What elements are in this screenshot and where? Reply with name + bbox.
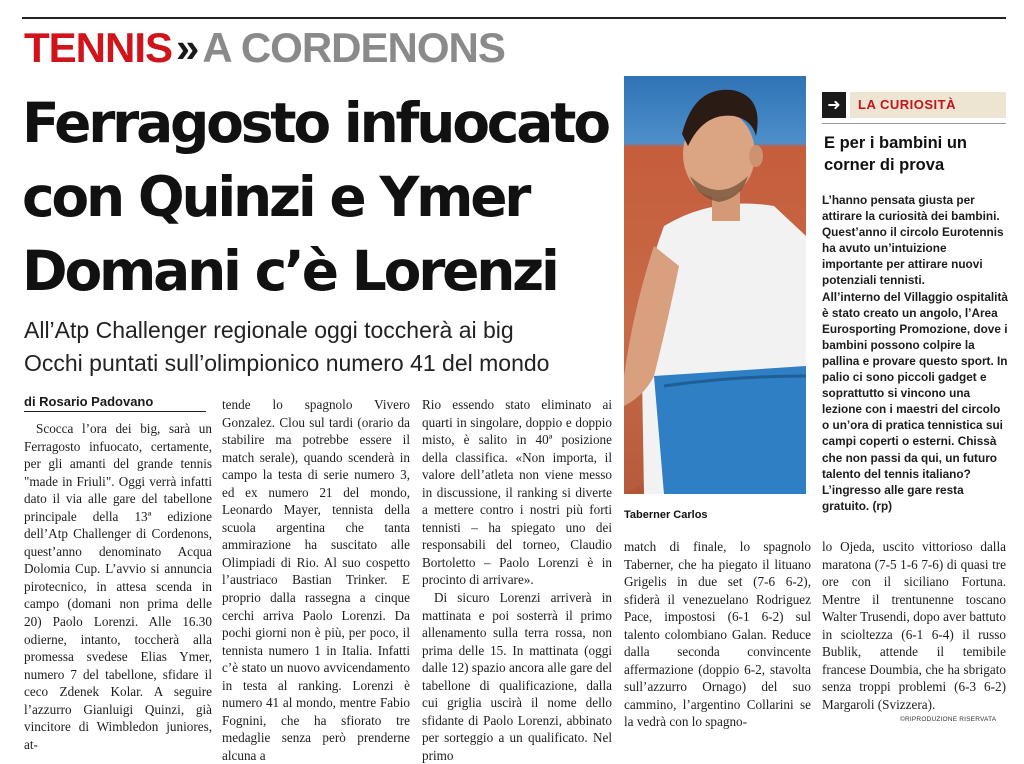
article-paragraph: Scocca l’ora dei big, sarà un Ferragosto infuocato, certamente, per gli amanti del grande tennis "made in Friuli". Oggi verrà infatti dato il via alle gare del tabellone principale della 13ª edizione dell’Atp Challenger di Cordenons, quest’anno denominato Acqua Dolomia Cup. L’avvio si annuncia pirotecnico, in attesa scenda in campo (domani non prima delle 20) Paolo Lorenzi. Alle 16.30 odierne, intanto, toccherà alla promessa svedese Elias Ymer, numero 7 del tabellone, sfidare il ceco Zdenek Kolar. A seguire l’azzurro Gianluigi Quinzi, già vincitore di Wimbledon juniores, at- (24, 421, 212, 752)
sidebar-paragraph: L’hanno pensata giusta per attirare la curiosità dei bambini. Quest’anno il circolo Eurotennis ha avuto un’intuizione importante per attirare nuovi potenziali tennisti. (822, 193, 1004, 288)
sidebar-title: E per i bambini un corner di prova (824, 134, 968, 174)
article-paragraph: match di finale, lo spagnolo Taberner, che ha piegato il lituano Grigelis in due set (7-6 6-2), sfiderà il venezuelano Rodriguez Pace, impostosi (6-1 6-2) sul talento colombiano Galan. Reduce dalla seconda convincente affermazione (doppio 6-2, stavolta sull’azzurro Ornago) del suo cammino, l’argentino Collarini se la vedrà con lo spagno- (624, 539, 811, 730)
headline-line: Domani c’è Lorenzi (22, 239, 557, 303)
article-column-1 (24, 420, 212, 753)
subhead-line: All’Atp Challenger regionale oggi toccherà ai big (24, 317, 514, 343)
player-photo (624, 76, 806, 494)
kicker-section: TENNIS (24, 24, 173, 71)
tennis-player-illustration (624, 76, 806, 494)
headline-line: con Quinzi e Ymer (22, 165, 529, 229)
photo-caption: Taberner Carlos (624, 509, 708, 521)
byline: di Rosario Padovano (24, 394, 206, 412)
section-kicker (24, 24, 505, 72)
sidebar-paragraph: All’interno del Villaggio ospitalità è stato creato un angolo, l’Area Eurosporting Promozione, dove i bambini possono colpire la pallina e provare questo sport. In palio ci sono piccoli gadget e soprattutto si vincono una lezione con i maestri del circolo o un’ora di pratica tennistica sui campi coperti o esterni. Chissà che non passi da qui, un futuro talento del tennis italiano? (822, 289, 1008, 481)
sidebar-label: LA CURIOSITÀ (850, 92, 1006, 118)
sidebar-body (822, 192, 1008, 514)
kicker-separator: » (176, 24, 199, 71)
article-column-5 (822, 538, 1006, 713)
headline-line: Ferragosto infuocato (22, 91, 608, 155)
article-column-3 (422, 396, 612, 764)
top-rule (22, 17, 1006, 19)
arrow-right-icon: ➜ (822, 92, 846, 118)
subheadline (24, 314, 624, 380)
article-column-2 (222, 396, 410, 764)
copyright-notice: ©RIPRODUZIONE RISERVATA (900, 716, 997, 723)
article-column-4 (624, 538, 811, 731)
kicker-topic: A CORDENONS (202, 24, 505, 71)
headline (22, 86, 622, 308)
article-paragraph: lo Ojeda, uscito vittorioso dalla maratona (7-5 1-6 7-6) di quasi tre ore con il siciliano Fortuna. Mentre il trentunenne toscano Walter Trusendi, dopo aver battuto in scioltezza (6-1 6-4) il russo Bublik, attende il temibile francese Doumbia, che ha sbrigato senza troppi problemi (6-3 6-2) Margaroli (Svizzera). (822, 539, 1006, 712)
article-paragraph: Rio essendo stato eliminato ai quarti in singolare, doppio e doppio misto, è salito in 40ª posizione della classifica. «Non importa, il valore dell’atleta non viene messo in discussione, il ranking si diverte a mettere contro i nostri più forti tennisti – ha spiegato uno dei responsabili del torneo, Claudio Bortoletto – Paolo Lorenzi è in procinto di arrivare». (422, 397, 612, 588)
sidebar-header (822, 92, 1006, 118)
subhead-line: Occhi puntati sull’olimpionico numero 41 del mondo (24, 350, 550, 376)
article-paragraph: Di sicuro Lorenzi arriverà in mattinata e poi sosterrà il primo allenamento sulla terra rossa, non prima delle 15. In mattinata (oggi dalle 12) spazio ancora alle gare del tabellone di qualificazione, dalla cui griglia uscirà il nome dello sfidante di Paolo Lorenzi, abbinato per sorteggio a un qualificato. Nel primo (422, 590, 612, 763)
sidebar-rule (822, 123, 1006, 124)
sidebar-paragraph: L’ingresso alle gare resta gratuito. (rp) (822, 482, 964, 513)
article-paragraph: tende lo spagnolo Vivero Gonzalez. Clou sul tardi (orario da stabilire ma potrebbe essere il match serale), quando scenderà in campo la testa di serie numero 3, ed ex numero 21 del mondo, Leonardo Mayer, tennista della scuola argentina che tanta ammirazione ha suscitato alle Olimpiadi di Rio. Al suo cospetto l’austriaco Bastian Trinker. E proprio dalla rassegna a cinque cerchi arriva Paolo Lorenzi. Da pochi giorni non è più, per poco, il tennista numero 1 in Italia. Infatti c’è stato un nuovo avvicendamento in testa al ranking. Lorenzi è numero 41 al mondo, mentre Fabio Fognini, che ha sfiorato tre medaglie senza però prenderne alcuna a (222, 397, 410, 763)
